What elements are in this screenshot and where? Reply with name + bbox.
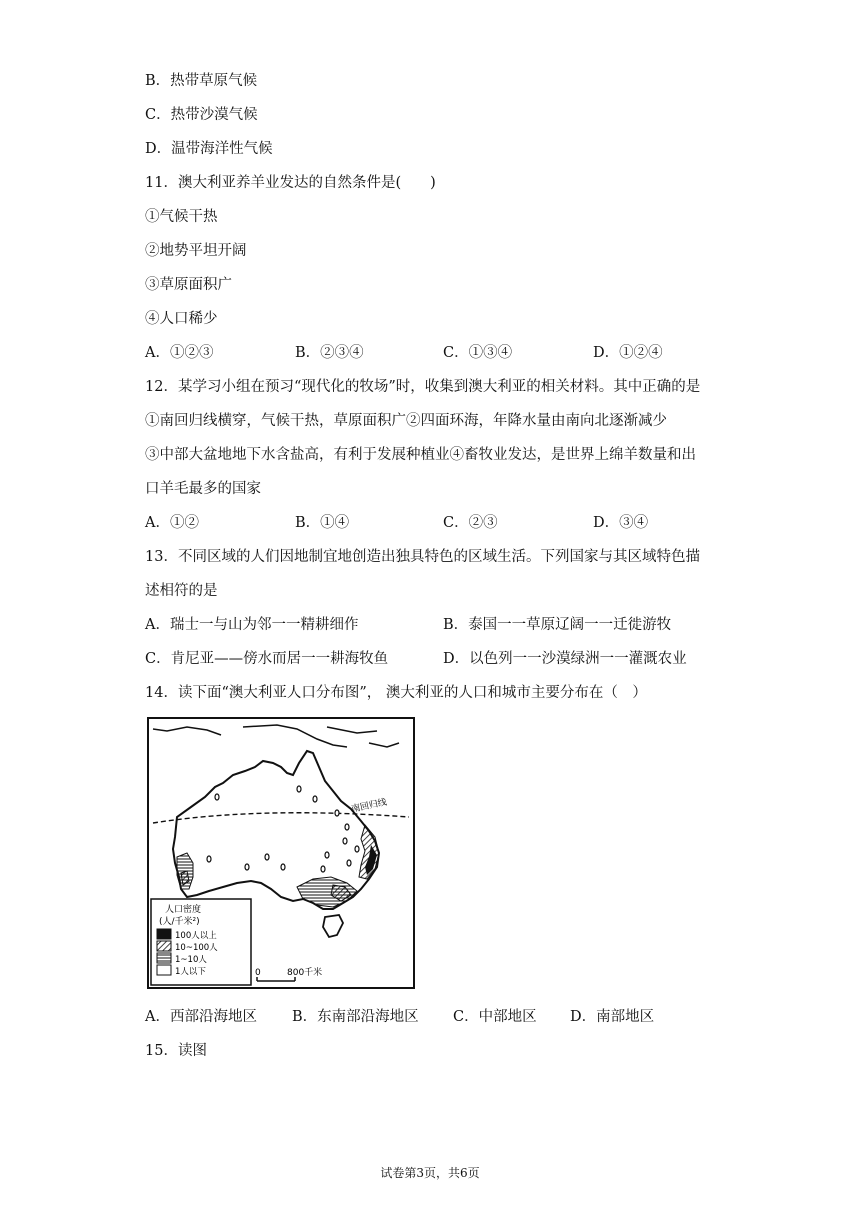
- q10-option-b: B．热带草原气候: [145, 73, 258, 89]
- q11-item: ④人口稀少: [145, 311, 218, 327]
- q10-option-c: C．热带沙漠气候: [145, 107, 258, 123]
- q14-option-b: B．东南部沿海地区: [292, 1009, 419, 1025]
- q14-option-d: D．南部地区: [570, 1009, 655, 1025]
- q11-item: ③草原面积广: [145, 277, 232, 293]
- q13-option-d: D．以色列一一沙漠绿洲一一灌溉农业: [443, 651, 687, 667]
- scale-zero: 0: [255, 968, 261, 978]
- q13-option-a: A．瑞士一与山为邻一一精耕细作: [145, 617, 359, 633]
- q11-item: ②地势平坦开阔: [145, 243, 247, 259]
- legend-label-1-10: 1~10人: [175, 955, 207, 965]
- q12-option-c: C．②③: [443, 515, 498, 531]
- q12-line: ①南回归线横穿，气候干热，草原面积广②四面环海，年降水量由南向北逐渐减少: [145, 413, 667, 429]
- q11-stem: 11．澳大利亚养羊业发达的自然条件是( ): [145, 175, 436, 191]
- q11-option-d: D．①②④: [593, 345, 663, 361]
- legend-swatch-1-10: [157, 953, 171, 963]
- scale-label: 800千米: [287, 968, 323, 978]
- legend-swatch-under-1: [157, 965, 171, 975]
- legend-label-100-plus: 100人以上: [175, 931, 217, 941]
- q14-option-c: C．中部地区: [453, 1009, 537, 1025]
- q13-option-b: B．泰国一一草原辽阔一一迁徙游牧: [443, 617, 672, 633]
- q14-option-a: A．西部沿海地区: [145, 1009, 257, 1025]
- page-footer: 试卷第3页，共6页: [380, 1166, 480, 1180]
- legend-swatch-100-plus: [157, 929, 171, 939]
- q12-line: 口羊毛最多的国家: [145, 481, 261, 497]
- tropic-label: 南回归线: [350, 797, 388, 815]
- q12-line: ③中部大盆地地下水含盐高，有利于发展种植业④畜牧业发达，是世界上绵羊数量和出: [145, 447, 696, 463]
- q13-stem: 13．不同区域的人们因地制宜地创造出独具特色的区域生活。下列国家与其区域特色描: [145, 549, 700, 565]
- q14-stem: 14．读下面“澳大利亚人口分布图”， 澳大利亚的人口和城市主要分布在（ ）: [145, 685, 647, 701]
- legend-title: 人口密度: [165, 905, 202, 915]
- q11-option-c: C．①③④: [443, 345, 513, 361]
- q11-option-b: B．②③④: [295, 345, 364, 361]
- q11-item: ①气候干热: [145, 209, 218, 225]
- q12-option-b: B．①④: [295, 515, 350, 531]
- q10-option-d: D．温带海洋性气候: [145, 141, 273, 157]
- q13-option-c: C．肯尼亚——傍水而居一一耕海牧鱼: [145, 651, 389, 667]
- q15-stem: 15．读图: [145, 1043, 207, 1059]
- q11-option-a: A．①②③: [145, 345, 214, 361]
- q12-option-a: A．①②: [145, 515, 199, 531]
- legend-label-10-100: 10~100人: [175, 943, 218, 953]
- legend-unit: (人/千米²): [159, 917, 200, 927]
- q12-stem: 12．某学习小组在预习“现代化的牧场”时，收集到澳大利亚的相关材料。其中正确的是: [145, 379, 701, 395]
- australia-population-map: [147, 717, 415, 989]
- q13-stem-cont: 述相符的是: [145, 583, 218, 599]
- q12-option-d: D．③④: [593, 515, 649, 531]
- legend-swatch-10-100: [157, 941, 171, 951]
- legend-label-under-1: 1人以下: [175, 967, 206, 977]
